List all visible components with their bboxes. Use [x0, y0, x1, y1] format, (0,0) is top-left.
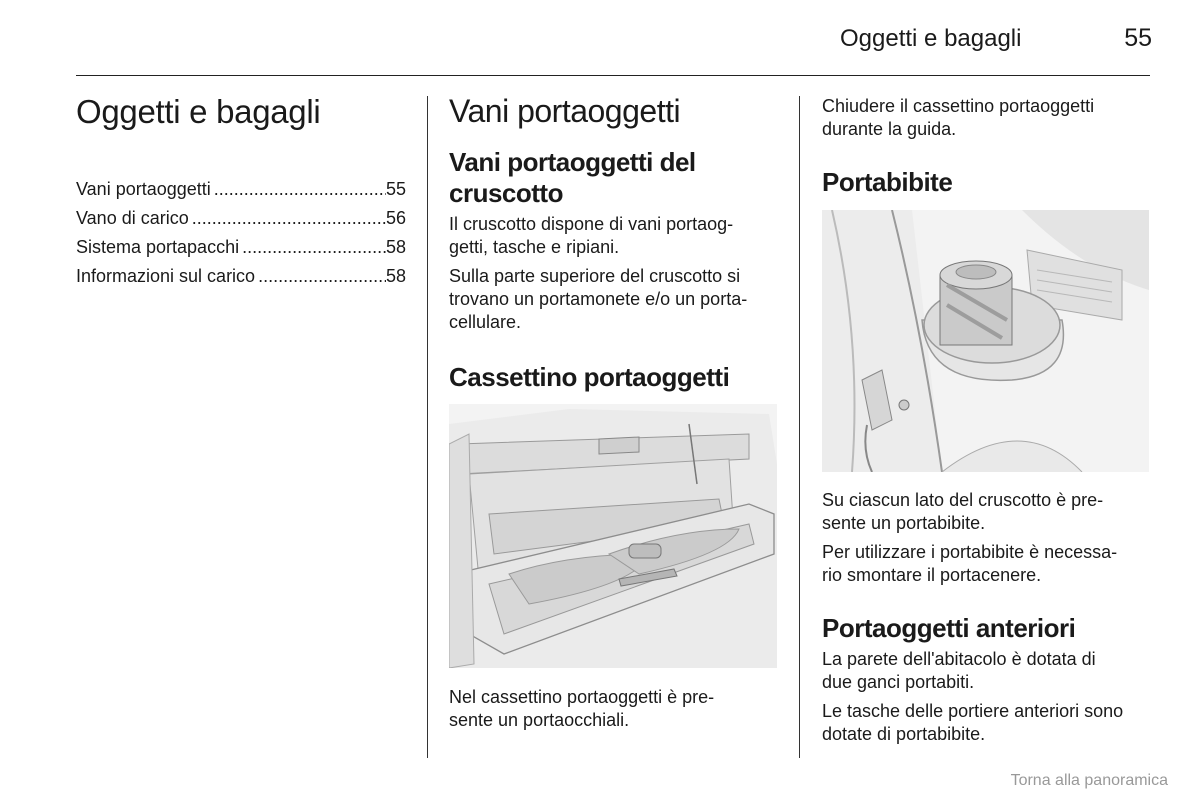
toc-page: 58 [385, 266, 406, 286]
paragraph-line: due ganci portabiti. [822, 672, 975, 692]
paragraph-line: Le tasche delle portiere anteriori sono [822, 701, 1124, 721]
cupholder-illustration [822, 210, 1149, 472]
paragraph-line: rio smontare il portacenere. [822, 565, 1042, 585]
toc-entry[interactable] [76, 204, 406, 233]
toc-page: 58 [385, 237, 406, 257]
running-header-title: Oggetti e bagagli [840, 25, 1022, 52]
paragraph-line: Chiudere il cassettino portaoggetti [822, 96, 1095, 116]
column-divider-2 [799, 96, 800, 758]
header-rule [76, 75, 1150, 76]
column-divider-1 [427, 96, 428, 758]
toc-leader [239, 233, 386, 262]
paragraph-line: La parete dell'abitacolo è dotata di [822, 649, 1096, 669]
toc-leader [211, 175, 386, 204]
toc-page: 55 [385, 179, 406, 199]
back-to-overview-link[interactable]: Torna alla panoramica [1010, 772, 1168, 789]
toc-entry[interactable] [76, 175, 406, 204]
paragraph-line: cellulare. [449, 312, 522, 332]
toc-label: Vano di carico [76, 208, 189, 228]
page-number: 55 [1124, 24, 1152, 52]
toc-leader [255, 262, 386, 291]
subsection-heading: Portaoggetti anteriori [822, 613, 1076, 643]
chapter-title: Oggetti e bagagli [76, 93, 321, 130]
subsection-heading: Cassettino portaoggetti [449, 362, 730, 392]
paragraph-line: durante la guida. [822, 119, 957, 139]
toc-label: Sistema portapacchi [76, 237, 240, 257]
figure-caption-line: Nel cassettino portaoggetti è pre- [449, 687, 715, 707]
paragraph-line: sente un portabibite. [822, 513, 986, 533]
paragraph-line: Sulla parte superiore del cruscotto si [449, 266, 741, 286]
figure-caption-line: sente un portaocchiali. [449, 710, 630, 730]
toc-page: 56 [385, 208, 406, 228]
toc-label: Informazioni sul carico [76, 266, 256, 286]
subsection-heading: Vani portaoggetti del [449, 147, 696, 177]
paragraph-line: getti, tasche e ripiani. [449, 237, 620, 257]
section-heading: Vani portaoggetti [449, 93, 681, 129]
content-column-3 [822, 93, 1152, 746]
toc-leader [189, 204, 386, 233]
subsection-heading: Portabibite [822, 167, 953, 197]
paragraph-line: Su ciascun lato del cruscotto è pre- [822, 490, 1104, 510]
content-column-2 [449, 93, 779, 732]
paragraph-line: trovano un portamonete e/o un porta- [449, 289, 748, 309]
glovebox-illustration [449, 404, 777, 668]
paragraph-line: Il cruscotto dispone di vani portaog- [449, 214, 734, 234]
chapter-column [76, 93, 406, 291]
paragraph-line: dotate di portabibite. [822, 724, 986, 744]
table-of-contents [76, 175, 406, 291]
toc-label: Vani portaoggetti [76, 179, 211, 199]
toc-entry[interactable] [76, 233, 406, 262]
paragraph-line: Per utilizzare i portabibite è necessa- [822, 542, 1118, 562]
subsection-heading-cont: cruscotto [449, 178, 563, 208]
toc-entry[interactable] [76, 262, 406, 291]
